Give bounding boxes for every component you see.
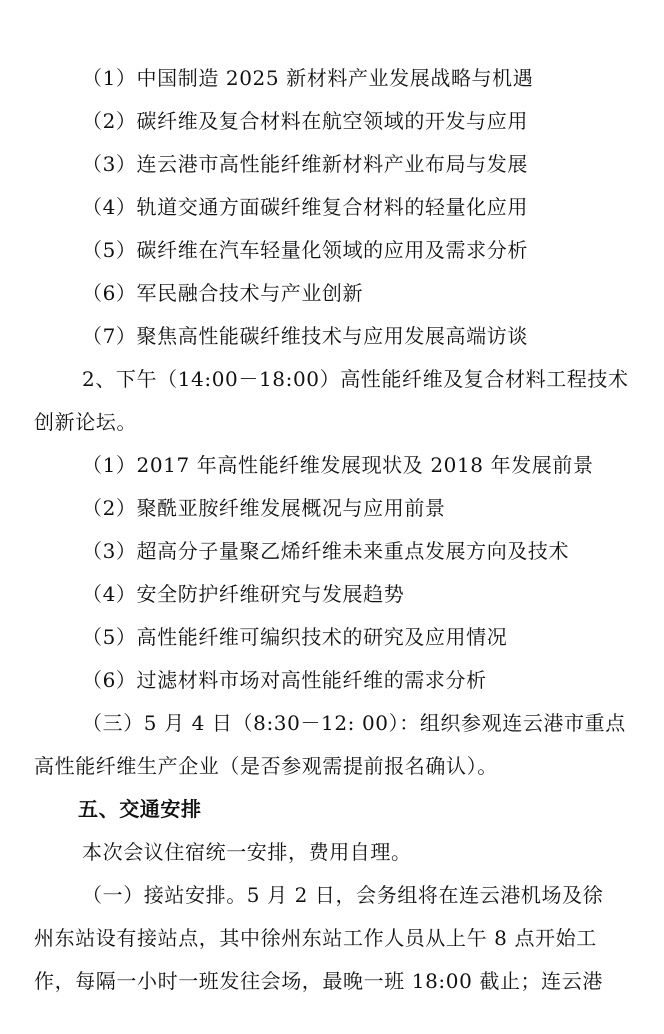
line-topic-5: （5）碳纤维在汽车轻量化领域的应用及需求分析: [82, 238, 528, 262]
section-heading-transport: 五、交通安排: [78, 797, 202, 821]
line-pickup-cont-2: 作，每隔一小时一班发往会场，最晚一班 18:00 截止；连云港: [34, 969, 603, 993]
line-visit-cont: 高性能纤维生产企业（是否参观需提前报名确认）。: [34, 754, 498, 778]
line-forum-topic-5: （5）高性能纤维可编织技术的研究及应用情况: [82, 625, 508, 649]
line-pickup-cont-1: 州东站设有接站点，其中徐州东站工作人员从上午 8 点开始工: [34, 926, 597, 950]
line-forum-topic-2: （2）聚酰亚胺纤维发展概况与应用前景: [82, 496, 446, 520]
line-forum-topic-4: （4）安全防护纤维研究与发展趋势: [82, 582, 405, 606]
line-topic-3: （3）连云港市高性能纤维新材料产业布局与发展: [82, 152, 528, 176]
line-topic-7: （7）聚焦高性能碳纤维技术与应用发展高端访谈: [82, 324, 528, 348]
line-afternoon-forum: 2、下午（14:00－18:00）高性能纤维及复合材料工程技术: [82, 367, 629, 391]
line-pickup: （一）接站安排。5 月 2 日，会务组将在连云港机场及徐: [82, 883, 604, 907]
line-forum-topic-1: （1）2017 年高性能纤维发展现状及 2018 年发展前景: [82, 453, 594, 477]
line-visit: （三）5 月 4 日（8:30－12: 00）：组织参观连云港市重点: [82, 711, 626, 735]
line-topic-1: （1）中国制造 2025 新材料产业发展战略与机遇: [82, 66, 534, 90]
line-forum-topic-6: （6）过滤材料市场对高性能纤维的需求分析: [82, 668, 487, 692]
line-topic-4: （4）轨道交通方面碳纤维复合材料的轻量化应用: [82, 195, 528, 219]
line-accommodation: 本次会议住宿统一安排，费用自理。: [82, 840, 412, 864]
line-forum-topic-3: （3）超高分子量聚乙烯纤维未来重点发展方向及技术: [82, 539, 570, 563]
line-topic-2: （2）碳纤维及复合材料在航空领域的开发与应用: [82, 109, 528, 133]
line-topic-6: （6）军民融合技术与产业创新: [82, 281, 364, 305]
line-afternoon-forum-cont: 创新论坛。: [34, 410, 137, 434]
